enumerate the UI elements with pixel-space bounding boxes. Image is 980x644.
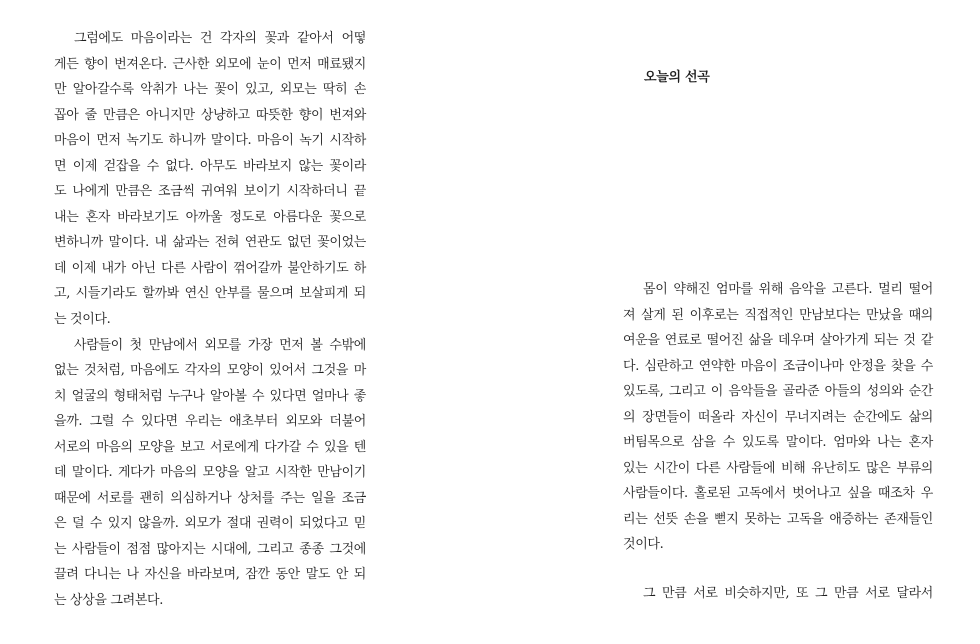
text-line: 데 말이다. 게다가 마음의 모양을 알고 시작한 만남이기: [54, 465, 366, 481]
text-line: 몸이 약해진 엄마를 위해 음악을 고른다. 멀리 떨어: [643, 282, 933, 297]
text-line: 고, 시들기라도 할까봐 연신 안부를 물으며 보살피게 되: [54, 286, 366, 302]
text-line: 마음이 먼저 녹기도 하니까 말이다. 마음이 녹기 시작하: [54, 133, 366, 149]
text-line: 리는 선뜻 손을 뻗지 못하는 고독을 애증하는 존재들인: [623, 511, 933, 527]
left-page: [54, 26, 366, 614]
text-line: 는 것이다.: [54, 312, 111, 328]
text-line: 사람들이다. 홀로된 고독에서 벗어나고 싶을 때조차 우: [623, 486, 933, 502]
text-line: 없는 것처럼, 마음에도 각자의 모양이 있어서 그것을 마: [54, 363, 366, 379]
paragraph-block: [623, 581, 933, 607]
text-line: 는 상상을 그려본다.: [54, 593, 164, 609]
text-line: 끌려 다니는 나 자신을 바라보며, 잠깐 동안 말도 안 되: [54, 567, 366, 583]
text-line: 버팀목으로 삼을 수 있도록 말이다. 엄마와 나는 혼자: [623, 435, 933, 451]
text-line: 있도록, 그리고 이 음악들을 골라준 아들의 성의와 순간: [623, 384, 933, 400]
text-line: 져 살게 된 이후로는 직접적인 만남보다는 만났을 때의: [623, 307, 933, 323]
text-line: 도 나에게 만큼은 조금씩 귀여워 보이기 시작하더니 끝: [54, 184, 366, 200]
text-line: 을까. 그럴 수 있다면 우리는 애초부터 외모와 더불어: [54, 414, 366, 430]
text-line: 다. 심란하고 연약한 마음이 조금이나마 안정을 찾을 수: [623, 358, 933, 374]
text-line: 때문에 서로를 괜히 의심하거나 상처를 주는 일을 조금: [54, 490, 366, 506]
text-line: 사람들이 첫 만남에서 외모를 가장 먼저 볼 수밖에: [74, 337, 366, 353]
text-line: 변하니까 말이다. 내 삶과는 전혀 연관도 없던 꽃이었는: [54, 235, 366, 251]
section-title: 오늘의 선곡: [644, 70, 710, 85]
text-line: 는 사람들이 점점 많아지는 시대에, 그리고 종종 그것에: [54, 541, 366, 557]
text-line: 있는 시간이 다른 사람들에 비해 유난히도 많은 부류의: [623, 460, 933, 476]
text-line: 데 이제 내가 아닌 다른 사람이 꺾어갈까 불안하기도 하: [54, 260, 366, 276]
text-line: 만 알아갈수록 악취가 나는 꽃이 있고, 외모는 딱히 손: [54, 82, 366, 98]
text-line: 서로의 마음의 모양을 보고 서로에게 다가갈 수 있을 텐: [54, 439, 366, 455]
text-line: 것이다.: [623, 537, 664, 553]
text-line: 게든 향이 번져온다. 근사한 외모에 눈이 먼저 매료됐지: [54, 56, 366, 72]
text-line: 면 이제 걷잡을 수 없다. 아무도 바라보지 않는 꽃이라: [54, 158, 366, 174]
text-line: 꼽아 줄 만큼은 아니지만 상냥하고 따뜻한 향이 번져와: [54, 107, 366, 123]
text-line: 그럼에도 마음이라는 건 각자의 꽃과 같아서 어떻: [74, 31, 366, 46]
text-line: 내는 혼자 바라보기도 아까울 정도로 아름다운 꽃으로: [54, 209, 366, 225]
text-line: 여운을 연료로 떨어진 삶을 데우며 살아가게 되는 것 같: [623, 333, 933, 349]
text-line: 치 얼굴의 형태처럼 누구나 알아볼 수 있다면 얼마나 좋: [54, 388, 366, 404]
text-line: 은 덜 수 있지 않을까. 외모가 절대 권력이 되었다고 믿: [54, 516, 366, 532]
text-line: 의 장면들이 떠올라 자신이 무너지려는 순간에도 삶의: [623, 409, 933, 425]
paragraph-block: [623, 277, 933, 558]
text-line: 그 만큼 서로 비슷하지만, 또 그 만큼 서로 달라서: [643, 586, 933, 601]
